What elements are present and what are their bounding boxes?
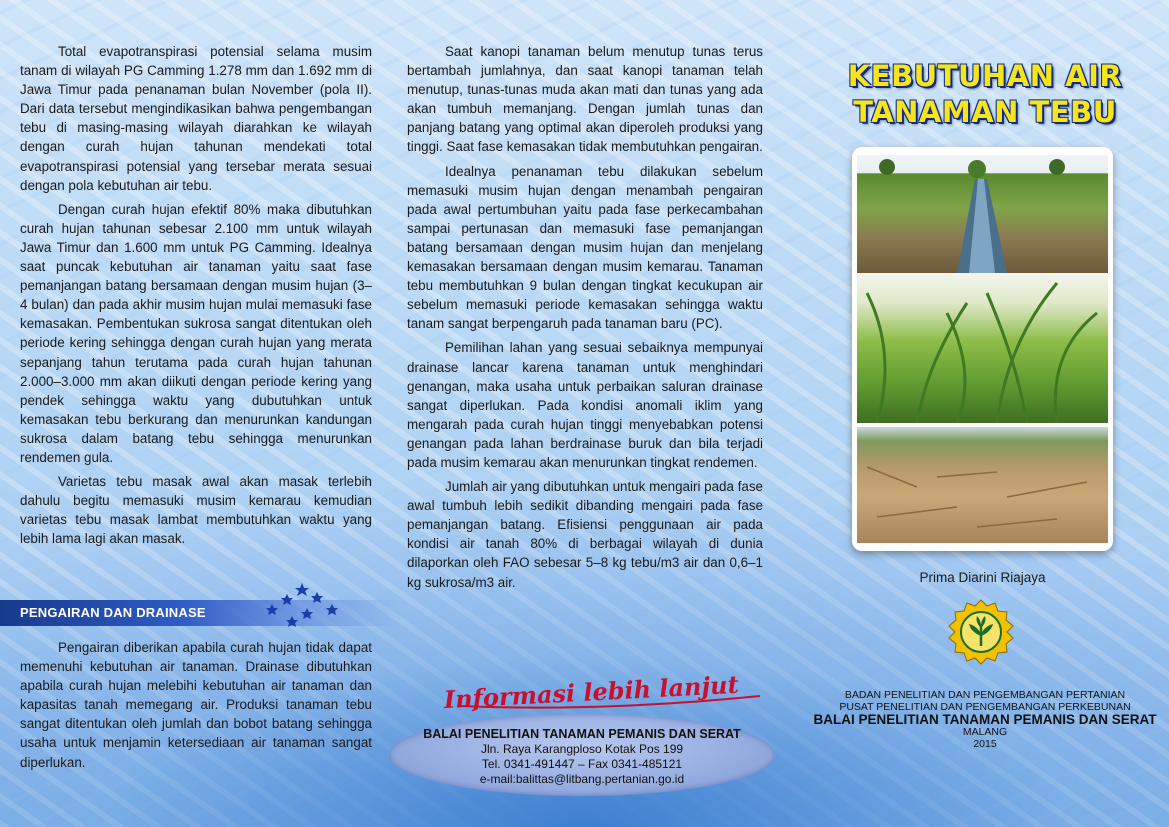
section-heading: PENGAIRAN DAN DRAINASE	[20, 605, 206, 620]
author-name: Prima Diarini Riajaya	[919, 570, 1046, 585]
cover-title-line-1: KEBUTUHAN AIR	[847, 59, 1123, 93]
contact-address: Jln. Raya Karangploso Kotak Pos 199	[480, 742, 684, 756]
paragraph: Jumlah air yang dibutuhkan untuk mengairi pada fase awal tumbuh lebih sedikit dibanding mengairi pada fase pemanjangan batang. Efisiensi penggunaan air pada kondisi air tanah 80% di berbagai wilayah di dunia dilaporkan oleh FAO sebesar 5–8 kg tebu/m3 air dan 0,6–1 kg sukrosa/m3 air.	[407, 479, 763, 590]
contact-phone: Tel. 0341-491447 – Fax 0341-485121	[481, 757, 683, 771]
paragraph: Pemilihan lahan yang sesuai sebaiknya mempunyai drainase lancar karena tanaman untuk menghindari genangan, maka usaha untuk perbaikan saluran drainase sangat diperlukan. Pada kondisi anomali iklim yang mengarah pada curah hujan tinggi menyebabkan potensi genangan pada lahan berdrainase buruk dan bila terjadi pada musim kemarau akan menurunkan tingkat rendemen.	[407, 340, 763, 470]
contact-oval	[389, 714, 775, 796]
photo-dry-field	[857, 427, 1108, 543]
info-script-heading	[440, 666, 770, 716]
paragraph: Idealnya penanaman tebu dilakukan sebelum memasuki musim hujan dengan menambah pengairan pada awal pertumbuhan yaitu pada fase perkecambahan sampai pertunasan dan memasuki fase pemanjangan batang bersamaan dengan musim hujan dan menjelang kemasakan bersamaan dengan musim kemarau. Tanaman tebu membutuhkan 9 bulan dengan tingkat kecukupan air sebelum memasuki periode kemasakan sehingga waktu tanam sangat berpengaruh pada tanaman baru (PC).	[407, 163, 763, 332]
ministry-logo-icon	[947, 598, 1015, 666]
paragraph: Pengairan diberikan apabila curah hujan tidak dapat memenuhi kebutuhan air tanaman. Drainase dibutuhkan apabila curah hujan melebihi kebutuhan air tanaman dan kapasitas tanah memegang air. Produksi tanaman tebu sangat ditentukan oleh jumlah dan bobot batang sehingga usaha untuk menjamin ketersediaan air tanaman sangat diperlukan.	[20, 640, 372, 770]
cover-title	[800, 58, 1169, 130]
contact-title: BALAI PENELITIAN TANAMAN PEMANIS DAN SERAT	[423, 727, 741, 741]
institution-city: MALANG	[962, 726, 1008, 738]
photo-sugarcane-plants	[857, 273, 1108, 423]
photo-irrigation-furrow	[857, 155, 1108, 273]
paragraph: Saat kanopi tanaman belum menutup tunas terus bertambah jumlahnya, dan saat kanopi tanaman telah menutup, tunas-tunas muda akan mati dan tunas yang ada akan tumbuh memanjang. Dengan jumlah tunas dan panjang batang yang optimal akan diperoleh produksi yang tinggi. Saat fase kemasakan tidak membutuhkan pengairan.	[407, 44, 763, 155]
institution-block	[800, 690, 1169, 750]
institution-line-1: BADAN PENELITIAN DAN PENGEMBANGAN PERTANIAN	[844, 689, 1126, 701]
paragraph: Total evapotranspirasi potensial selama musim tanam di wilayah PG Camming 1.278 mm dan 1.692 mm di Jawa Timur pada penanaman bulan November (pola II). Dari data tersebut mengindikasikan bahwa pengembangan tebu di masing-masing wilayah diarahkan ke wilayah dengan curah hujan tahunan mendekati total evapotranspirasi potensial yang tersebar merata sesuai dengan pola kebutuhan air tebu.	[20, 44, 372, 193]
photo-collage	[852, 147, 1113, 551]
contact-email[interactable]: e-mail:balittas@litbang.pertanian.go.id	[479, 772, 685, 786]
column-1-section	[20, 638, 372, 777]
cover-title-line-2: TANAMAN TEBU	[853, 95, 1117, 129]
paragraph: Dengan curah hujan efektif 80% maka dibutuhkan curah hujan tahunan sebesar 2.100 mm untuk wilayah Jawa Timur dan 1.600 mm untuk PG Camming. Idealnya saat puncak kebutuhan air tanaman yaitu saat fase pemanjangan batang bersamaan dengan musim hujan (3–4 bulan) dan pada akhir musim hujan mulai memasuki fase kemasakan. Pembentukan sukrosa sangat ditentukan oleh periode kering sehingga dengan curah hujan yang merata sepanjang tahun terutama pada curah hujan tahunan 2.000–3.000 mm akan diikuti dengan periode kering yang pendek sehingga waktu yang dubutuhkan untuk kemasakan tebu berkurang dan menurunkan kandungan sukrosa dalam batang tebu sehingga menurunkan rendemen gula.	[20, 201, 372, 465]
institution-line-2: PUSAT PENELITIAN DAN PENGEMBANGAN PERKEBUNAN	[839, 700, 1131, 713]
paragraph: Varietas tebu masak awal akan masak terlebih dahulu begitu memasuki musim kemarau kemudian varietas tebu masak lambat membutuhkan waktu yang lebih lama lagi akan masak.	[20, 474, 372, 547]
stars-icon	[262, 580, 352, 628]
institution-name: BALAI PENELITIAN TANAMAN PEMANIS DAN SERAT	[813, 712, 1157, 727]
column-2	[407, 42, 763, 597]
institution-year: 2015	[973, 737, 997, 750]
column-1	[20, 42, 372, 553]
info-script-text: Informasi lebih lanjut	[443, 669, 740, 715]
